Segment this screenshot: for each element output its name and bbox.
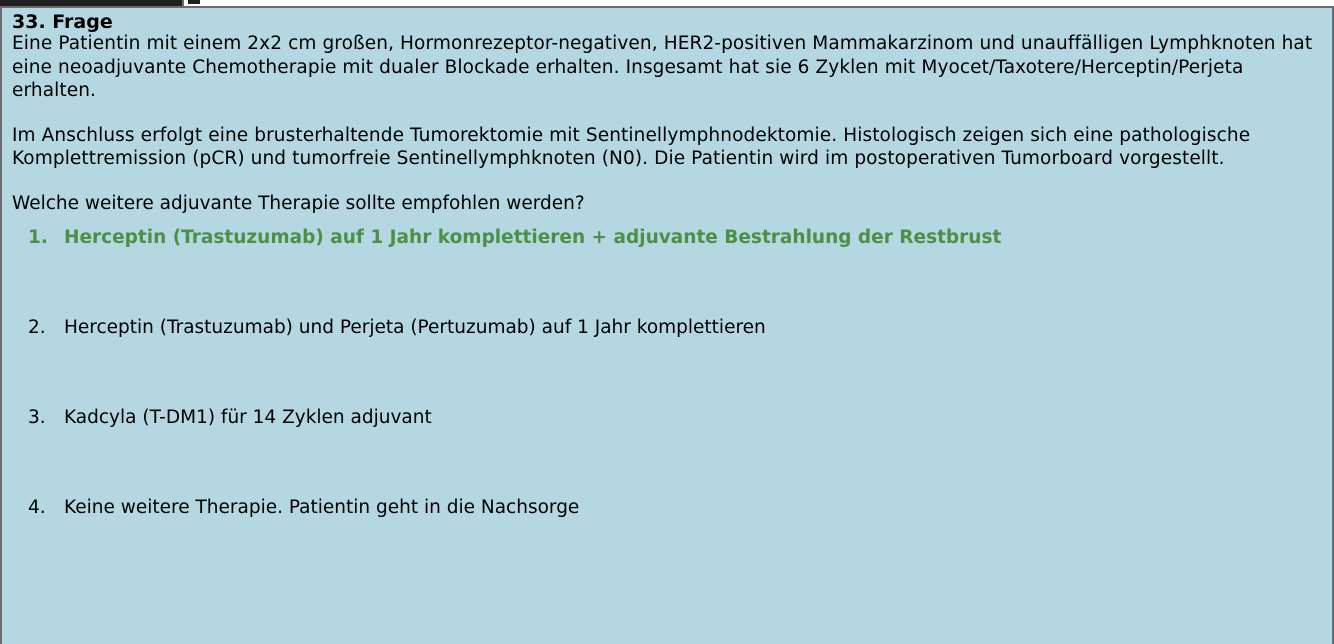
answer-text: Herceptin (Trastuzumab) auf 1 Jahr komplettieren + adjuvante Bestrahlung der Restbrust — [64, 227, 1002, 248]
answer-number: 2. — [28, 317, 46, 338]
answer-option-3[interactable] — [12, 406, 1322, 496]
answer-number: 3. — [28, 407, 46, 428]
answer-text: Kadcyla (T-DM1) für 14 Zyklen adjuvant — [64, 407, 432, 428]
header-divider — [182, 0, 184, 6]
answer-list — [12, 226, 1322, 586]
answer-text: Keine weitere Therapie. Patientin geht in die Nachsorge — [64, 497, 580, 518]
case-paragraph-1: Eine Patientin mit einem 2x2 cm großen, Hormonrezeptor-negativen, HER2-positiven Mammakarzinom und unauffälligen Lymphknoten hat eine neoadjuvante Chemotherapie mit dualer Blockade erhalten. Insgesamt hat sie 6 Zyklen mit Myocet/Taxotere/Herceptin/Perjeta erhalten. — [12, 33, 1313, 101]
answer-option-4[interactable] — [12, 496, 1322, 586]
answer-option-1[interactable] — [12, 226, 1322, 316]
answer-text: Herceptin (Trastuzumab) und Perjeta (Pertuzumab) auf 1 Jahr komplettieren — [64, 317, 766, 338]
answer-number: 1. — [28, 227, 48, 248]
header-cell-small — [188, 0, 200, 4]
header-strip — [0, 0, 1334, 8]
header-cell-dark — [0, 0, 182, 6]
question-panel — [0, 8, 1334, 644]
answer-option-2[interactable] — [12, 316, 1322, 406]
case-paragraph-2: Im Anschluss erfolgt eine brusterhaltende Tumorektomie mit Sentinellymphnodektomie. Histologisch zeigen sich eine pathologische Komplettremission (pCR) und tumorfreie Sentinellymphknoten (N0). Die Patientin wird im postoperativen Tumorboard vorgestellt. — [12, 124, 1251, 169]
question-title: 33. Frage — [12, 11, 113, 33]
question-prompt: Welche weitere adjuvante Therapie sollte empfohlen werden? — [12, 192, 585, 214]
answer-number: 4. — [28, 497, 46, 518]
